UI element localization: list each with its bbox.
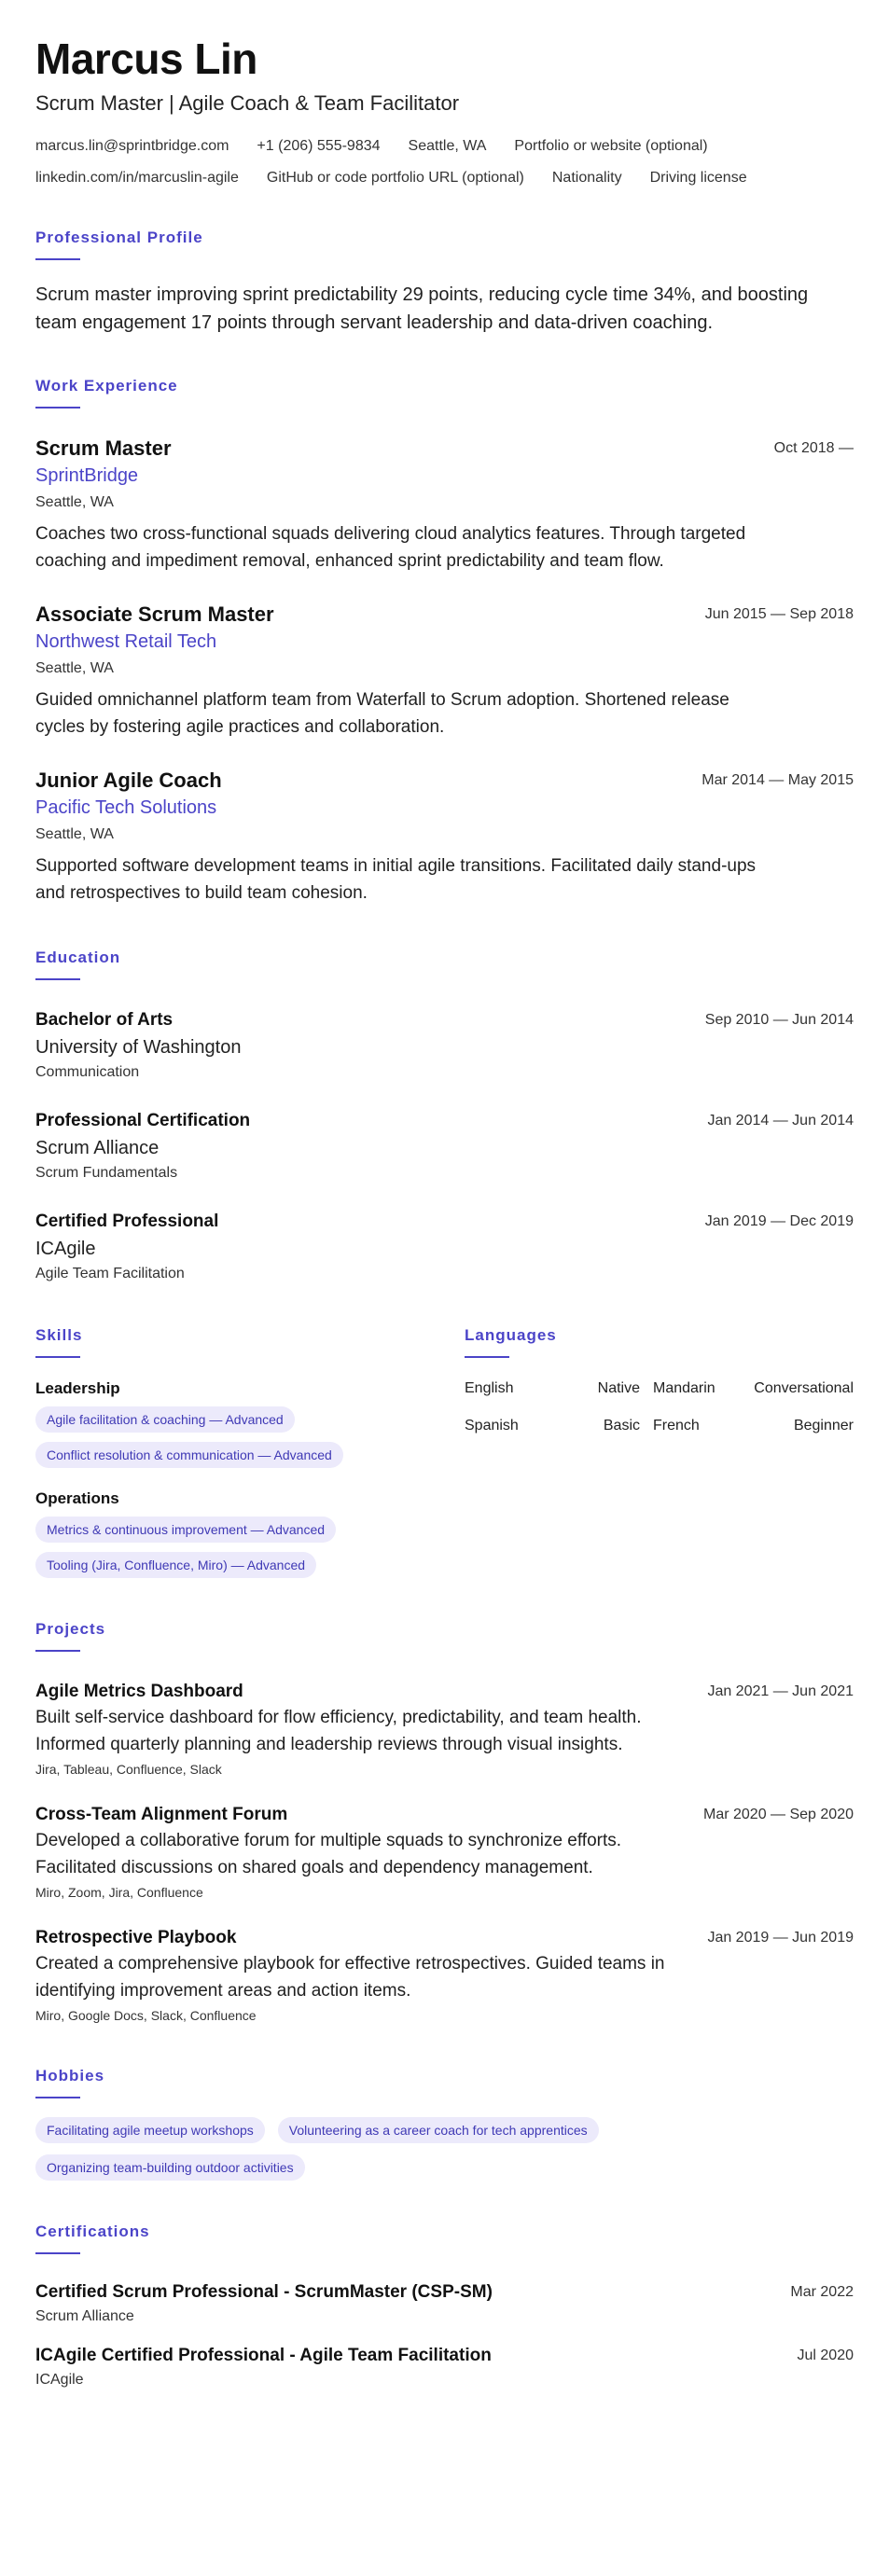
project-name: Cross-Team Alignment Forum — [35, 1805, 288, 1824]
job-title: Scrum Master — [35, 436, 172, 460]
experience-entry — [35, 767, 854, 907]
job-dates: Oct 2018 — — [773, 440, 854, 456]
certification-date: Mar 2022 — [790, 2284, 854, 2300]
section-divider — [35, 978, 80, 980]
section-heading: Hobbies — [35, 2067, 105, 2084]
section-heading: Languages — [465, 1326, 557, 1344]
contact-phone[interactable]: +1 (206) 555-9834 — [257, 138, 381, 154]
hobby-tag: Facilitating agile meetup workshops — [35, 2117, 265, 2143]
education-entry — [35, 1109, 854, 1184]
project-entry — [35, 1926, 854, 2025]
skill-group — [35, 1489, 465, 1578]
section-divider — [35, 1650, 80, 1652]
contact-portfolio[interactable]: Portfolio or website (optional) — [514, 138, 708, 154]
profile-summary: Scrum master improving sprint predictability 29 points, reducing cycle time 34%, and boosting team engagement 17 points through servant leadership and data-driven coaching. — [35, 284, 809, 333]
company-name: SprintBridge — [35, 465, 139, 486]
project-description: Created a comprehensive playbook for effective retrospectives. Guided teams in identifying improvement areas and action items. — [35, 1954, 665, 2001]
skill-group — [35, 1378, 465, 1468]
education-dates: Sep 2010 — Jun 2014 — [704, 1012, 854, 1028]
language-level: Native — [597, 1380, 640, 1396]
language-level: Basic — [603, 1418, 640, 1433]
certification-issuer: Scrum Alliance — [35, 2308, 134, 2324]
skill-group-title: Leadership — [35, 1379, 120, 1397]
certification-issuer: ICAgile — [35, 2372, 84, 2388]
company-name: Northwest Retail Tech — [35, 631, 217, 652]
project-description: Built self-service dashboard for flow efficiency, predictability, and team health. Informed quarterly planning and leadership reviews through visual insights. — [35, 1708, 642, 1754]
job-description: Guided omnichannel platform team from Waterfall to Scrum adoption. Shortened release cycles by fostering agile practices and collaboration. — [35, 690, 729, 737]
job-location: Seattle, WA — [35, 826, 114, 842]
project-entry — [35, 1680, 854, 1779]
education-dates: Jan 2014 — Jun 2014 — [707, 1113, 854, 1129]
job-description: Coaches two cross-functional squads delivering cloud analytics features. Through targeted coaching and impediment removal, enhanced sprint predictability and team flow. — [35, 524, 746, 571]
project-entry — [35, 1803, 854, 1902]
section-heading: Projects — [35, 1620, 106, 1638]
language-level: Conversational — [754, 1380, 854, 1396]
skill-tag: Conflict resolution & communication — Advanced — [35, 1442, 343, 1468]
project-name: Agile Metrics Dashboard — [35, 1682, 243, 1701]
profile-section — [35, 228, 854, 337]
language-name: English — [465, 1380, 514, 1396]
certification-date: Jul 2020 — [797, 2347, 854, 2363]
contact-row-primary — [35, 136, 854, 157]
language-list — [465, 1378, 854, 1436]
section-divider — [35, 258, 80, 260]
institution: University of Washington — [35, 1037, 242, 1058]
section-divider — [35, 1356, 80, 1358]
section-heading: Skills — [35, 1326, 83, 1344]
skills-section — [35, 1325, 465, 1578]
project-tech: Miro, Google Docs, Slack, Confluence — [35, 2008, 257, 2023]
institution: ICAgile — [35, 1239, 96, 1259]
project-dates: Mar 2020 — Sep 2020 — [703, 1807, 854, 1822]
degree: Professional Certification — [35, 1111, 251, 1130]
resume-header — [35, 34, 854, 188]
hobby-tag: Volunteering as a career coach for tech apprentices — [278, 2117, 599, 2143]
section-divider — [35, 2252, 80, 2254]
project-tech: Miro, Zoom, Jira, Confluence — [35, 1885, 203, 1900]
degree: Certified Professional — [35, 1212, 219, 1231]
language-name: French — [653, 1418, 700, 1433]
project-dates: Jan 2019 — Jun 2019 — [707, 1930, 854, 1946]
project-dates: Jan 2021 — Jun 2021 — [707, 1683, 854, 1699]
institution: Scrum Alliance — [35, 1138, 160, 1158]
job-description: Supported software development teams in initial agile transitions. Facilitated daily stand-ups and retrospectives to build team cohesion. — [35, 856, 757, 903]
skill-tag-list — [35, 1406, 465, 1468]
languages-section — [465, 1325, 854, 1578]
job-dates: Jun 2015 — Sep 2018 — [704, 606, 854, 622]
candidate-name: Marcus Lin — [35, 35, 257, 83]
project-tech: Jira, Tableau, Confluence, Slack — [35, 1762, 222, 1777]
hobby-list — [35, 2117, 707, 2181]
contact-linkedin[interactable]: linkedin.com/in/marcuslin-agile — [35, 170, 239, 186]
education-entry — [35, 1008, 854, 1083]
field-of-study: Agile Team Facilitation — [35, 1266, 185, 1281]
job-location: Seattle, WA — [35, 660, 114, 676]
field-of-study: Scrum Fundamentals — [35, 1165, 178, 1181]
section-heading: Professional Profile — [35, 229, 203, 246]
job-title: Associate Scrum Master — [35, 602, 274, 626]
contact-row-secondary — [35, 168, 854, 188]
certification-entry — [35, 2344, 854, 2390]
hobby-tag: Organizing team-building outdoor activities — [35, 2154, 305, 2181]
skill-tag: Agile facilitation & coaching — Advanced — [35, 1406, 295, 1433]
section-divider — [35, 2097, 80, 2098]
education-section — [35, 948, 854, 1284]
section-heading: Education — [35, 949, 121, 966]
degree: Bachelor of Arts — [35, 1010, 174, 1030]
skill-tag: Tooling (Jira, Confluence, Miro) — Advanced — [35, 1552, 316, 1578]
field-of-study: Communication — [35, 1064, 140, 1080]
experience-section — [35, 376, 854, 907]
company-name: Pacific Tech Solutions — [35, 797, 217, 818]
certification-name: Certified Scrum Professional - ScrumMaster (CSP-SM) — [35, 2282, 493, 2302]
contact-nationality: Nationality — [551, 170, 622, 186]
hobbies-section — [35, 2066, 854, 2181]
certifications-section — [35, 2222, 854, 2390]
job-location: Seattle, WA — [35, 494, 114, 510]
skill-tag-list — [35, 1517, 465, 1578]
education-entry — [35, 1210, 854, 1284]
experience-entry — [35, 435, 854, 575]
job-dates: Mar 2014 — May 2015 — [701, 772, 854, 788]
skills-languages-row — [35, 1325, 854, 1578]
contact-location: Seattle, WA — [408, 138, 487, 154]
projects-section — [35, 1619, 854, 2025]
section-divider — [35, 407, 80, 409]
language-level: Beginner — [793, 1418, 854, 1433]
certification-name: ICAgile Certified Professional - Agile Team Facilitation — [35, 2346, 492, 2365]
project-description: Developed a collaborative forum for multiple squads to synchronize efforts. Facilitated discussions on shared goals and dependency management. — [35, 1831, 622, 1877]
language-name: Spanish — [465, 1418, 519, 1433]
contact-driving-license: Driving license — [649, 170, 747, 186]
candidate-headline: Scrum Master | Agile Coach & Team Facilitator — [35, 91, 460, 115]
section-divider — [465, 1356, 509, 1358]
project-name: Retrospective Playbook — [35, 1928, 237, 1947]
experience-entry — [35, 601, 854, 741]
contact-github[interactable]: GitHub or code portfolio URL (optional) — [266, 170, 524, 186]
skill-tag: Metrics & continuous improvement — Advanced — [35, 1517, 336, 1543]
education-dates: Jan 2019 — Dec 2019 — [704, 1213, 854, 1229]
certification-entry — [35, 2280, 854, 2327]
section-heading: Work Experience — [35, 377, 178, 395]
section-heading: Certifications — [35, 2223, 150, 2240]
language-name: Mandarin — [653, 1380, 715, 1396]
skill-group-title: Operations — [35, 1489, 119, 1507]
job-title: Junior Agile Coach — [35, 769, 222, 792]
contact-email[interactable]: marcus.lin@sprintbridge.com — [35, 138, 229, 154]
